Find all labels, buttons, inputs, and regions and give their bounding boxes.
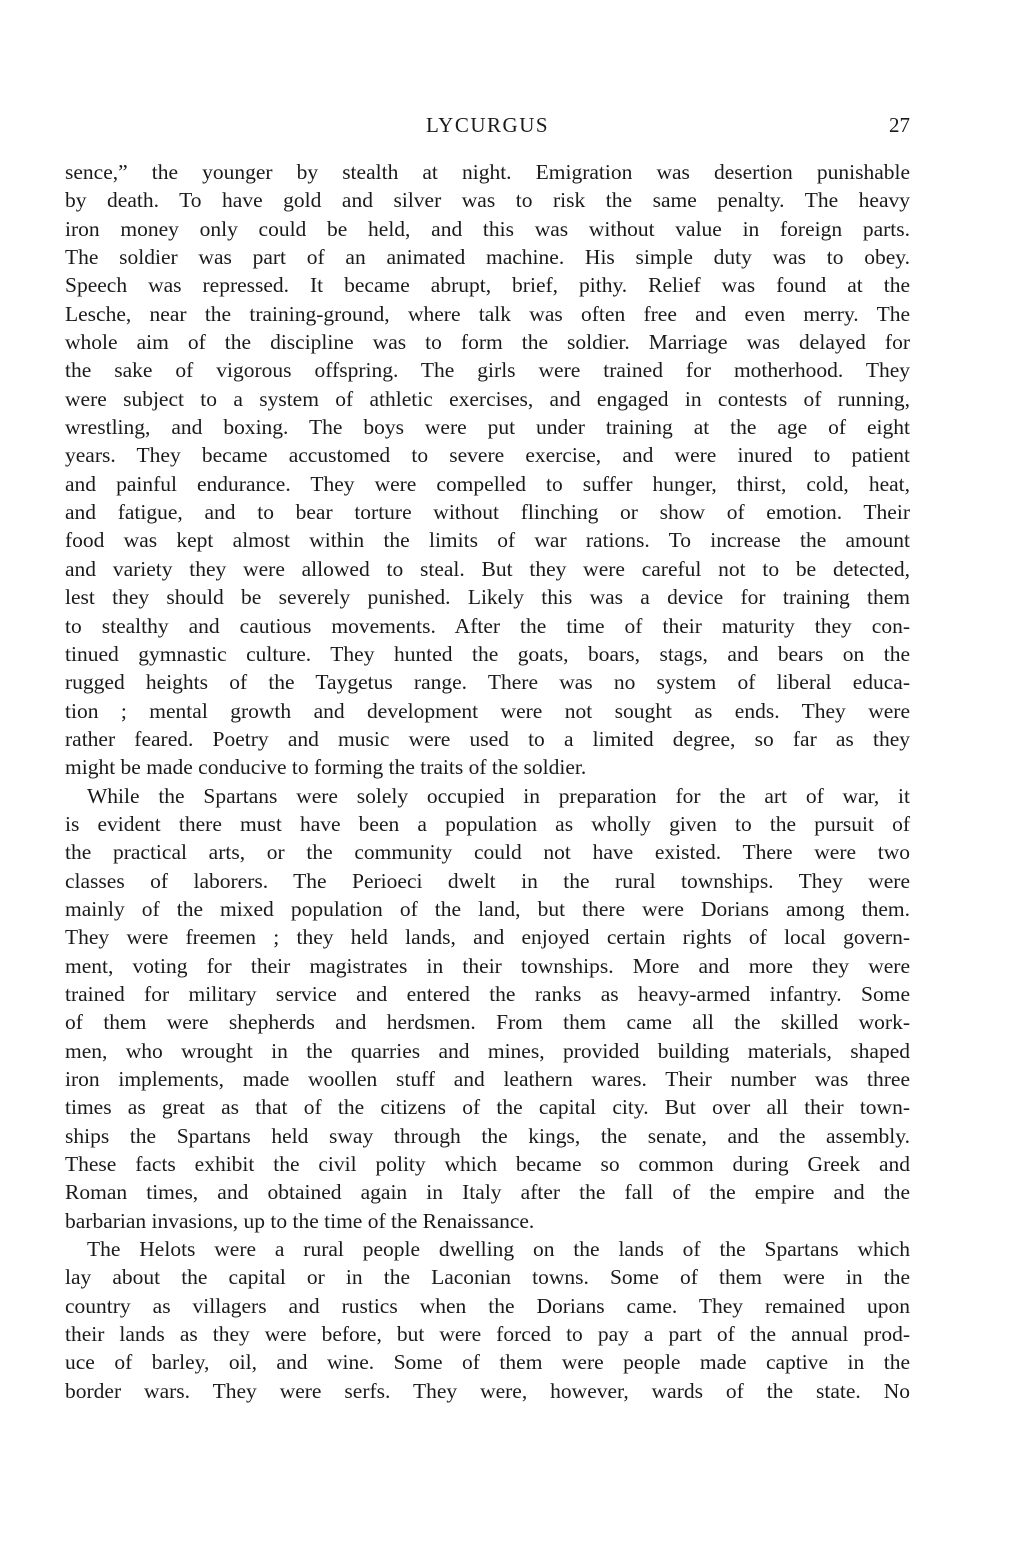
text-line: and fatigue, and to bear torture without flinching or show of emotion. Their [65, 500, 910, 525]
text-line: Lesche, near the training-ground, where talk was often free and even merry. The [65, 301, 910, 326]
text-line: iron money only could be held, and this was without value in foreign parts. [65, 216, 910, 241]
text-line: rugged heights of the Taygetus range. There was no system of liberal educa- [65, 670, 910, 695]
text-line: sence,” the younger by stealth at night. Emigration was desertion punishable [65, 160, 910, 184]
text-line: were subject to a system of athletic exercises, and engaged in contests of running, [65, 386, 910, 411]
text-line: is evident there must have been a population as wholly given to the pursuit of [65, 811, 910, 836]
text-line: Speech was repressed. It became abrupt, brief, pithy. Relief was found at the [65, 273, 910, 298]
text-line: food was kept almost within the limits of war rations. To increase the amount [65, 528, 910, 553]
text-line: the sake of vigorous offspring. The girls were trained for motherhood. They [65, 358, 910, 383]
text-line: uce of barley, oil, and wine. Some of them were people made captive in the [65, 1350, 910, 1375]
text-line: iron implements, made woollen stuff and leathern wares. Their number was three [65, 1067, 910, 1091]
text-line: and variety they were allowed to steal. But they were careful not to be detected, [65, 556, 910, 581]
text-line: They were freemen ; they held lands, and enjoyed certain rights of local govern- [65, 925, 910, 950]
text-line: whole aim of the discipline was to form the soldier. Marriage was delayed for [65, 330, 910, 355]
text-line: country as villagers and rustics when the Dorians came. They remained upon [65, 1293, 910, 1318]
text-line: border wars. They were serfs. They were, however, wards of the state. No [65, 1378, 910, 1403]
text-line: ment, voting for their magistrates in their townships. More and more they were [65, 953, 910, 978]
text-line: Roman times, and obtained again in Italy after the fall of the empire and the [65, 1180, 910, 1205]
text-line: men, who wrought in the quarries and mines, provided building materials, shaped [65, 1038, 910, 1063]
text-line: These facts exhibit the civil polity which became so common during Greek and [65, 1152, 910, 1177]
text-line: tion ; mental growth and development were not sought as ends. They were [65, 698, 910, 723]
text-line: their lands as they were before, but were forced to pay a part of the annual prod- [65, 1322, 910, 1347]
text-line: tinued gymnastic culture. They hunted the goats, boars, stags, and bears on the [65, 641, 910, 666]
text-line: might be made conducive to forming the traits of the soldier. [65, 755, 587, 780]
text-line: by death. To have gold and silver was to risk the same penalty. The heavy [65, 188, 910, 213]
text-line: wrestling, and boxing. The boys were put under training at the age of eight [65, 415, 910, 440]
text-line: lay about the capital or in the Laconian towns. Some of them were in the [65, 1265, 910, 1290]
text-line: lest they should be severely punished. Likely this was a device for training them [65, 585, 910, 610]
text-line: and painful endurance. They were compelled to suffer hunger, thirst, cold, heat, [65, 471, 910, 496]
text-line: of them were shepherds and herdsmen. From them came all the skilled work- [65, 1010, 910, 1035]
text-line: to stealthy and cautious movements. After the time of their maturity they con- [65, 613, 910, 638]
text-line: ships the Spartans held sway through the kings, the senate, and the assembly. [65, 1123, 910, 1148]
page-header [65, 110, 910, 140]
text-line: rather feared. Poetry and music were used to a limited degree, so far as they [65, 726, 910, 751]
text-line: The Helots were a rural people dwelling on the lands of the Spartans which [87, 1237, 910, 1262]
text-line: years. They became accustomed to severe exercise, and were inured to patient [65, 443, 910, 468]
text-line: trained for military service and entered the ranks as heavy-armed infantry. Some [65, 981, 910, 1006]
text-line: While the Spartans were solely occupied in preparation for the art of war, it [87, 783, 910, 808]
text-line: the practical arts, or the community could not have existed. There were two [65, 840, 910, 865]
text-line: classes of laborers. The Perioeci dwelt in the rural townships. They were [65, 868, 910, 893]
text-line: The soldier was part of an animated machine. His simple duty was to obey. [65, 245, 910, 270]
text-line: barbarian invasions, up to the time of the Renaissance. [65, 1208, 535, 1233]
text-line: mainly of the mixed population of the land, but there were Dorians among them. [65, 896, 910, 921]
page-number: 27 [889, 113, 910, 137]
running-title: LYCURGUS [425, 113, 550, 137]
body-text [65, 158, 910, 1405]
text-line: times as great as that of the citizens of the capital city. But over all their town- [65, 1095, 910, 1120]
